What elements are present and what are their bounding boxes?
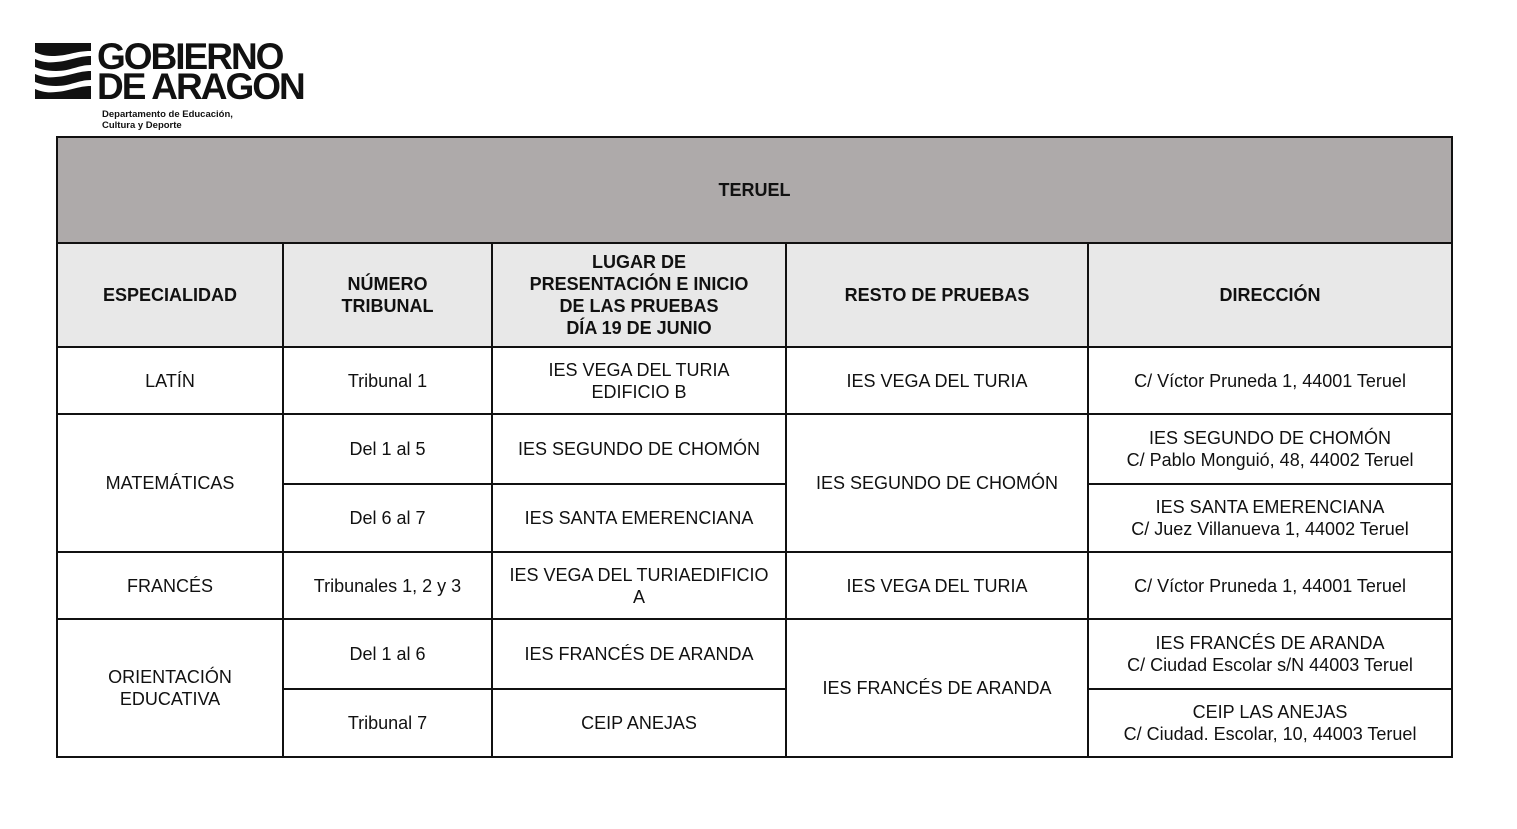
cell-tribunal: Tribunales 1, 2 y 3	[283, 552, 492, 619]
cell-lugar-line-1: IES VEGA DEL TURIAEDIFICIO	[509, 564, 769, 585]
cell-direccion-line-2: C/ Ciudad. Escolar, 10, 44003 Teruel	[1123, 724, 1417, 744]
table-row-orientacion-1	[57, 619, 1452, 689]
cell-tribunal: Del 1 al 6	[283, 619, 492, 689]
cell-especialidad-line-1: ORIENTACIÓN	[108, 667, 232, 687]
cell-direccion	[1088, 619, 1452, 689]
cell-lugar: CEIP ANEJAS	[492, 689, 786, 757]
logo-department-line-2: Cultura y Deporte	[102, 120, 182, 131]
cell-direccion-line-2: C/ Juez Villanueva 1, 44002 Teruel	[1131, 519, 1409, 539]
cell-lugar-line-2: A	[632, 586, 645, 607]
city-title: TERUEL	[57, 137, 1452, 243]
header-numero-line-2: TRIBUNAL	[341, 296, 434, 316]
cell-tribunal: Tribunal 7	[283, 689, 492, 757]
cell-especialidad: FRANCÉS	[57, 552, 283, 619]
cell-tribunal: Del 1 al 5	[283, 414, 492, 484]
cell-direccion	[1088, 689, 1452, 757]
table-row-matematicas-1	[57, 414, 1452, 484]
table-header-row	[57, 243, 1452, 347]
header-lugar-line-3: DE LAS PRUEBAS	[559, 296, 719, 316]
cell-direccion-line-1: IES FRANCÉS DE ARANDA	[1155, 633, 1385, 653]
cell-lugar: IES FRANCÉS DE ARANDA	[492, 619, 786, 689]
header-numero-tribunal	[283, 243, 492, 347]
cell-resto: IES FRANCÉS DE ARANDA	[786, 619, 1088, 757]
header-lugar	[492, 243, 786, 347]
cell-tribunal: Del 6 al 7	[283, 484, 492, 552]
cell-direccion-line-2: C/ Pablo Monguió, 48, 44002 Teruel	[1126, 450, 1414, 470]
logo-department-line-1: Departamento de Educación,	[102, 109, 233, 120]
exam-locations-table	[56, 136, 1453, 758]
table-row-frances	[57, 552, 1452, 619]
cell-lugar: IES SEGUNDO DE CHOMÓN	[492, 414, 786, 484]
cell-tribunal: Tribunal 1	[283, 347, 492, 414]
cell-direccion: C/ Víctor Pruneda 1, 44001 Teruel	[1088, 552, 1452, 619]
cell-direccion-line-1: CEIP LAS ANEJAS	[1192, 702, 1348, 722]
logo-text-line-2: DE ARAGON	[97, 66, 304, 107]
header-lugar-line-1: LUGAR DE	[592, 252, 686, 272]
cell-resto: IES VEGA DEL TURIA	[786, 552, 1088, 619]
cell-lugar-line-2: EDIFICIO B	[591, 381, 687, 402]
cell-lugar-line-1: IES VEGA DEL TURIA	[548, 359, 730, 380]
cell-direccion-line-1: IES SANTA EMERENCIANA	[1155, 497, 1385, 517]
cell-especialidad: MATEMÁTICAS	[57, 414, 283, 552]
header-resto: RESTO DE PRUEBAS	[786, 243, 1088, 347]
header-direccion: DIRECCIÓN	[1088, 243, 1452, 347]
cell-direccion: C/ Víctor Pruneda 1, 44001 Teruel	[1088, 347, 1452, 414]
cell-direccion-line-2: C/ Ciudad Escolar s/N 44003 Teruel	[1127, 655, 1413, 675]
cell-direccion	[1088, 484, 1452, 552]
cell-especialidad-line-2: EDUCATIVA	[119, 689, 221, 709]
cell-resto: IES VEGA DEL TURIA	[786, 347, 1088, 414]
cell-lugar	[492, 552, 786, 619]
header-numero-line-1: NÚMERO	[347, 274, 428, 294]
cell-especialidad	[57, 619, 283, 757]
cell-resto: IES SEGUNDO DE CHOMÓN	[786, 414, 1088, 552]
cell-lugar: IES SANTA EMERENCIANA	[492, 484, 786, 552]
header-lugar-line-2: PRESENTACIÓN E INICIO	[529, 274, 749, 294]
logo-text-line-1: GOBIERNO	[97, 36, 283, 77]
cell-direccion-line-1: IES SEGUNDO DE CHOMÓN	[1149, 428, 1392, 448]
cell-especialidad: LATÍN	[57, 347, 283, 414]
aragon-waves-icon	[34, 40, 92, 100]
table-row-latin	[57, 347, 1452, 414]
cell-direccion	[1088, 414, 1452, 484]
header-lugar-line-4: DÍA 19 DE JUNIO	[566, 318, 712, 338]
header-especialidad: ESPECIALIDAD	[57, 243, 283, 347]
gobierno-aragon-logo	[34, 36, 304, 135]
cell-lugar	[492, 347, 786, 414]
